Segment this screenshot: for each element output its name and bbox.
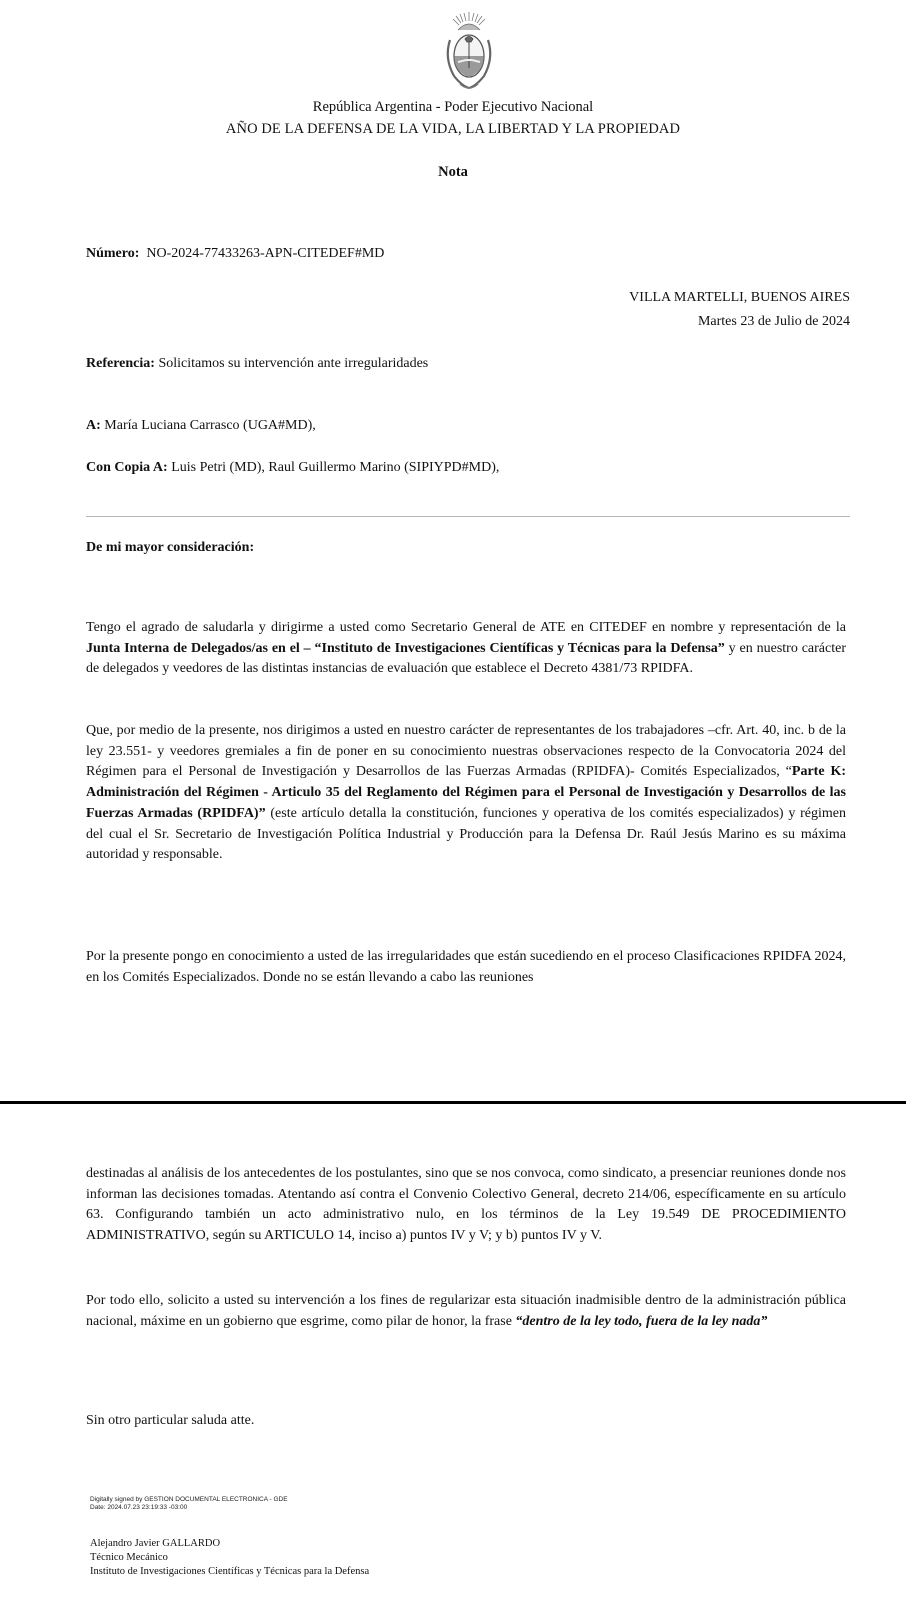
- digital-signature-date: Date: 2024.07.23 23:19:33 -03:00: [90, 1503, 188, 1511]
- paragraph-1-bold: Junta Interna de Delegados/as en el – “Instituto de Investigaciones Científicas y Técnicas para la Defensa”: [86, 640, 725, 656]
- cc-field: [86, 460, 499, 476]
- recipient-field: [86, 418, 316, 434]
- paragraph-3: Por la presente pongo en conocimiento a usted de las irregularidades que están sucediendo en el proceso Clasificaciones RPIDFA 2024, en los Comités Especializados. Donde no se están llevando a cabo las reuniones: [86, 949, 846, 985]
- paragraph-2-bold: Parte K: Administración del Régimen - Articulo 35 del Reglamento del Régimen para el Personal de Investigación y Desarrollos de las Fuerzas Armadas (RPIDFA)”: [86, 764, 846, 821]
- signer-name: Alejandro Javier GALLARDO: [90, 1538, 221, 1549]
- document-type-title: Nota: [438, 164, 468, 180]
- paragraph-1: [86, 618, 846, 680]
- paragraph-2: [86, 721, 846, 866]
- paragraph-2-part-c: (este artículo detalla la constitución, funciones y operativa de los comités especializados) y régimen del cual el Sr. Secretario de Investigación Política Industrial y Producción para la Defensa Dr. Raúl Jesús Marino es su máxima autoridad y responsable.: [86, 805, 847, 863]
- date: Martes 23 de Julio de 2024: [697, 314, 850, 329]
- referencia-value: Solicitamos su intervención ante irregularidades: [158, 356, 429, 371]
- page-break-divider: [0, 1101, 906, 1104]
- place: VILLA MARTELLI, BUENOS AIRES: [629, 290, 850, 305]
- paragraph-4: destinadas al análisis de los antecedentes de los postulantes, sino que se nos convoca, como sindicato, a presenciar reuniones donde nos informan las decisiones tomadas. Atentando así contra el Convenio Colectivo General, decreto 214/06, específicamente en su artículo 63. Configurando también un acto administrativo nulo, en los términos de la Ley 19.549 DE PROCEDIMIENTO ADMINISTRATIVO, según su ARTICULO 14, inciso a) puntos IV y V; y b) puntos IV y V.: [86, 1166, 846, 1244]
- paragraph-1-part-c: y en nuestro carácter de delegados y veedores de las distintas instancias de evaluación que establece el Decreto 4381/73 RPIDFA.: [86, 640, 846, 677]
- salutation: [86, 540, 254, 556]
- referencia-field: [86, 356, 428, 372]
- numero-label: Número:: [86, 246, 140, 261]
- cc-label: Con Copia A:: [86, 460, 168, 475]
- paragraph-1-part-a: Tengo el agrado de saludarla y dirigirme a usted como Secretario General de ATE en CITEDEF en nombre y representación de la: [86, 620, 846, 635]
- signer-role: Técnico Mecánico: [90, 1552, 168, 1563]
- paragraph-5-part-a: Por todo ello, solicito a usted su intervención a los fines de regularizar esta situación inadmisible dentro de la administración pública nacional, máxime en un gobierno que esgrime, como pilar de honor, la frase: [86, 1293, 846, 1329]
- cc-value: Luis Petri (MD), Raul Guillermo Marino (SIPIYPD#MD),: [171, 460, 500, 475]
- digital-signature-stamp: [90, 1496, 288, 1511]
- header-line-year-motto: AÑO DE LA DEFENSA DE LA VIDA, LA LIBERTAD Y LA PROPIEDAD: [225, 121, 681, 137]
- paragraph-5: [86, 1291, 846, 1332]
- header-line-republic: República Argentina - Poder Ejecutivo Nacional: [312, 99, 594, 115]
- recipient-label: A:: [86, 418, 101, 433]
- numero-field: [86, 246, 384, 262]
- closing: Sin otro particular saluda atte.: [86, 1413, 255, 1428]
- digital-signature-line: Digitally signed by GESTION DOCUMENTAL ELECTRONICA - GDE: [90, 1496, 288, 1503]
- header-divider: [86, 516, 850, 517]
- numero-value: NO-2024-77433263-APN-CITEDEF#MD: [146, 246, 385, 261]
- recipient-value: María Luciana Carrasco (UGA#MD),: [104, 418, 316, 433]
- salutation-text: De mi mayor consideración:: [86, 540, 255, 555]
- signer-block: [90, 1537, 369, 1579]
- signer-organization: Instituto de Investigaciones Científicas y Técnicas para la Defensa: [90, 1566, 370, 1577]
- argentina-coat-of-arms-icon: [440, 10, 498, 94]
- paragraph-2-part-a: Que, por medio de la presente, nos dirigimos a usted en nuestro carácter de representantes de los trabajadores –cfr. Art. 40, inc. b de la ley 23.551- y veedores gremiales a fin de poner en su conocimiento nuestras observaciones respecto de la Convocatoria 2024 del Régimen para el Personal de Investigación y Desarrollos de las Fuerzas Armadas (RPIDFA)- Comités Especializados, “: [86, 723, 846, 780]
- referencia-label: Referencia:: [86, 356, 155, 371]
- paragraph-5-quote: “dentro de la ley todo, fuera de la ley nada”: [515, 1313, 768, 1329]
